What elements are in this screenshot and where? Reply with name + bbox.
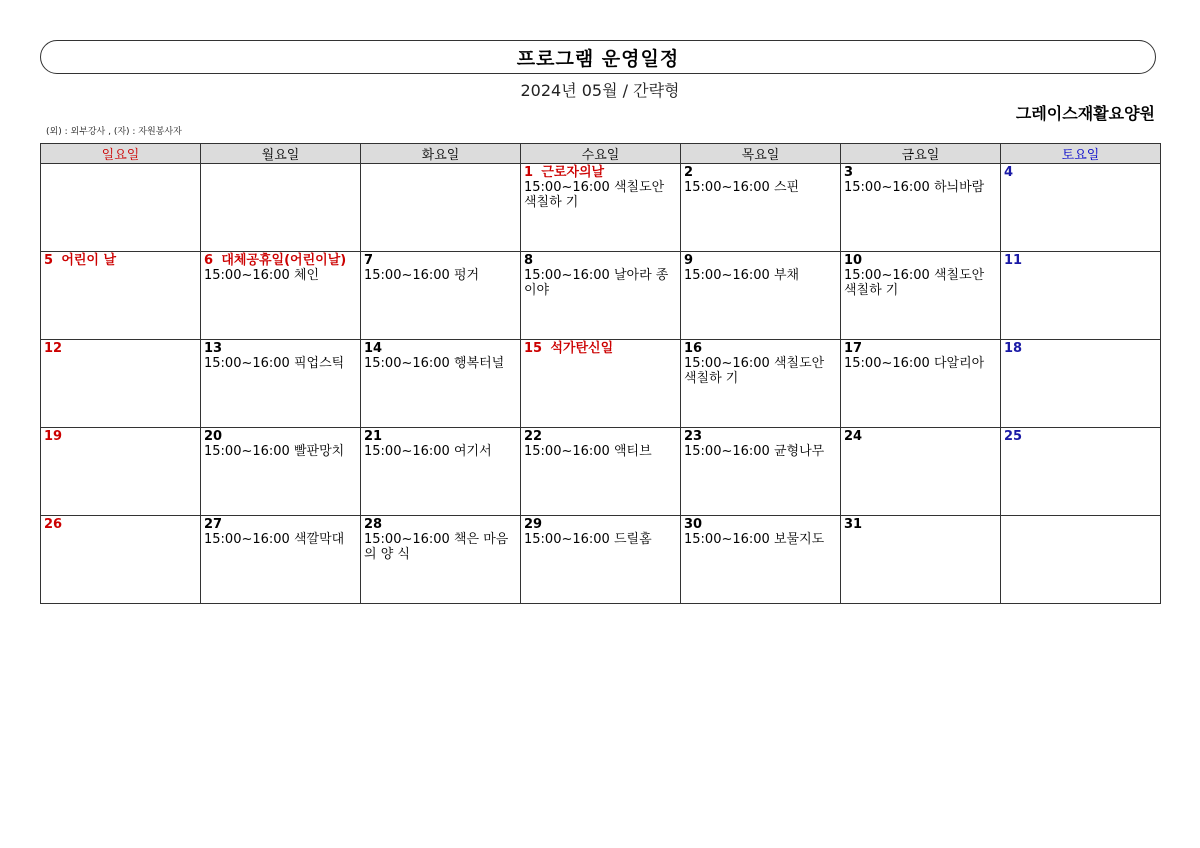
day-header [44,517,197,532]
calendar-body [41,164,1161,604]
day-header [204,517,357,532]
day-number: 29 [524,517,543,532]
day-number: 24 [844,429,863,444]
day-header [844,253,997,268]
holiday-label: 석가탄신일 [550,341,614,356]
day-header [1004,165,1157,180]
day-cell [841,428,1001,516]
day-header [844,165,997,180]
day-header [844,517,997,532]
weekday-header-monday: 월요일 [201,144,361,164]
program-event: 15:00~16:00 빨판망치 [204,444,345,459]
program-event: 15:00~16:00 부채 [684,268,800,283]
day-number: 11 [1004,253,1023,268]
day-number: 3 [844,165,854,180]
day-cell [41,252,201,340]
program-event: 15:00~16:00 책은 마음의 양 식 [364,532,509,562]
day-cell [361,340,521,428]
day-number: 28 [364,517,383,532]
week-row [41,164,1161,252]
program-event: 15:00~16:00 펑거 [364,268,480,283]
day-header [844,429,997,444]
day-cell [1001,516,1161,604]
day-cell [361,252,521,340]
day-number: 16 [684,341,703,356]
program-event: 15:00~16:00 보물지도 [684,532,825,547]
day-cell [841,252,1001,340]
day-cell [681,516,841,604]
day-cell [361,164,521,252]
program-event: 15:00~16:00 드릴홈 [524,532,652,547]
day-cell [521,252,681,340]
legend-note: (외) : 외부강사 , (자) : 자원봉사자 [46,127,182,137]
weekday-header-thursday: 목요일 [681,144,841,164]
day-header [364,517,517,532]
holiday-label: 근로자의날 [541,165,605,180]
day-cell [1001,428,1161,516]
day-header [524,253,677,268]
page-title: 프로그램 운영일정 [516,47,680,70]
program-event: 15:00~16:00 행복터널 [364,356,505,371]
day-number: 23 [684,429,703,444]
day-number: 12 [44,341,63,356]
day-number: 25 [1004,429,1023,444]
program-event: 15:00~16:00 균형나무 [684,444,825,459]
day-cell [841,340,1001,428]
day-number: 15 [524,341,543,356]
day-cell [681,164,841,252]
day-cell [361,428,521,516]
day-cell [1001,164,1161,252]
weekday-header-tuesday: 화요일 [361,144,521,164]
day-cell [1001,340,1161,428]
title-box [40,40,1156,74]
program-event: 15:00~16:00 다알리아 [844,356,985,371]
day-header [684,429,837,444]
weekday-header-sunday: 일요일 [41,144,201,164]
day-cell [1001,252,1161,340]
day-cell [521,340,681,428]
weekday-header-wednesday: 수요일 [521,144,681,164]
day-header [364,341,517,356]
day-header [204,429,357,444]
day-header [524,517,677,532]
page-subtitle: 2024년 05월 / 간략형 [520,81,680,100]
day-number: 22 [524,429,543,444]
day-number: 9 [684,253,694,268]
day-header [364,429,517,444]
program-event: 15:00~16:00 여기서 [364,444,492,459]
weekday-header-row [41,144,1161,164]
day-number: 1 [524,165,534,180]
day-header [684,517,837,532]
day-number: 21 [364,429,383,444]
day-number: 2 [684,165,694,180]
day-header [204,341,357,356]
day-header [1004,341,1157,356]
week-row [41,340,1161,428]
day-number: 14 [364,341,383,356]
day-cell [41,340,201,428]
day-header [524,429,677,444]
program-event: 15:00~16:00 색깔막대 [204,532,345,547]
day-number: 17 [844,341,863,356]
day-number: 13 [204,341,223,356]
day-header [1004,253,1157,268]
day-number: 26 [44,517,63,532]
day-cell [361,516,521,604]
week-row [41,428,1161,516]
day-cell [201,164,361,252]
day-header [1004,429,1157,444]
day-header [44,253,197,268]
program-event: 15:00~16:00 날아라 종이야 [524,268,669,298]
day-number: 31 [844,517,863,532]
day-number: 6 [204,253,214,268]
weekday-header-friday: 금요일 [841,144,1001,164]
day-cell [841,164,1001,252]
day-header [524,341,677,356]
day-cell [201,340,361,428]
day-header [684,341,837,356]
day-number: 19 [44,429,63,444]
program-event: 15:00~16:00 액티브 [524,444,652,459]
day-cell [841,516,1001,604]
day-header [524,165,677,180]
day-cell [521,164,681,252]
day-header [364,253,517,268]
day-header [44,429,197,444]
day-number: 30 [684,517,703,532]
holiday-label: 어린이 날 [61,253,117,268]
organization-name: 그레이스재활요양원 [1015,104,1155,123]
day-cell [41,164,201,252]
day-number: 5 [44,253,54,268]
day-number: 10 [844,253,863,268]
week-row [41,252,1161,340]
program-event: 15:00~16:00 픽업스틱 [204,356,345,371]
day-number: 4 [1004,165,1014,180]
program-event: 15:00~16:00 하늬바람 [844,180,985,195]
day-cell [201,516,361,604]
program-event: 15:00~16:00 색칠도안 색칠하 기 [524,180,665,210]
day-number: 18 [1004,341,1023,356]
day-number: 20 [204,429,223,444]
day-number: 27 [204,517,223,532]
day-number: 7 [364,253,374,268]
day-header [844,341,997,356]
week-row [41,516,1161,604]
calendar-table [40,143,1161,604]
day-cell [201,252,361,340]
program-event: 15:00~16:00 체인 [204,268,320,283]
day-cell [41,428,201,516]
program-event: 15:00~16:00 색칠도안 색칠하 기 [844,268,985,298]
day-cell [681,340,841,428]
program-event: 15:00~16:00 스핀 [684,180,800,195]
day-number: 8 [524,253,534,268]
day-cell [201,428,361,516]
day-header [684,253,837,268]
day-cell [521,428,681,516]
day-cell [41,516,201,604]
day-header [204,253,357,268]
day-cell [521,516,681,604]
weekday-header-saturday: 토요일 [1001,144,1161,164]
holiday-label: 대체공휴일(어린이날) [221,253,347,268]
program-event: 15:00~16:00 색칠도안 색칠하 기 [684,356,825,386]
day-header [44,341,197,356]
day-cell [681,428,841,516]
day-header [684,165,837,180]
day-cell [681,252,841,340]
